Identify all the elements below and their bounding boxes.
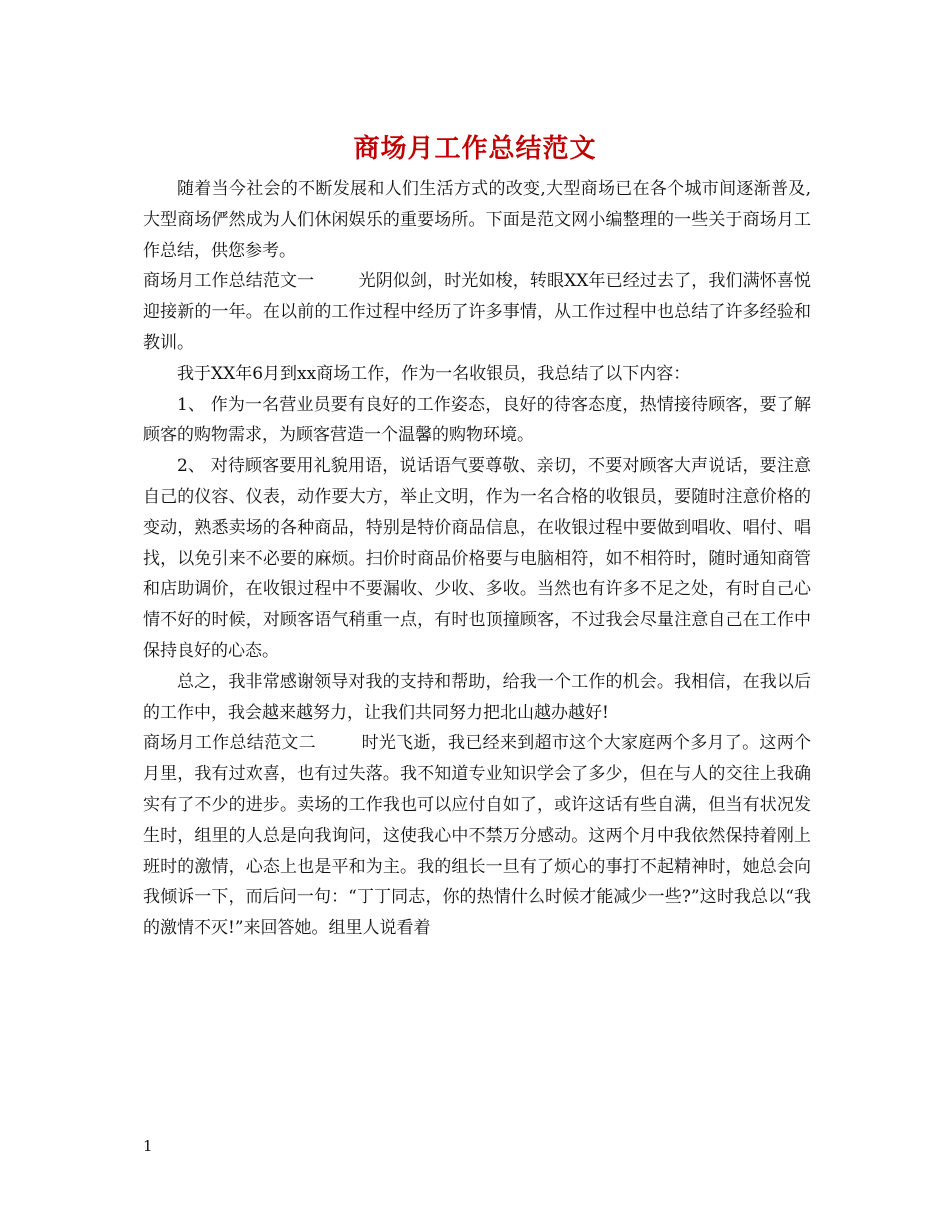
body-paragraph: 1、 作为一名营业员要有良好的工作姿态，良好的待客态度，热情接待顾客，要了解顾客的购物需求，为顾客营造一个温馨的购物环境。 [143, 394, 811, 446]
heading-gap [316, 733, 362, 753]
heading-gap [314, 271, 358, 291]
body-paragraph: 2、 对待顾客要用礼貌用语，说话语气要尊敬、亲切，不要对顾客大声说话，要注意自己的仪容、仪表，动作要大方，举止文明，作为一名合格的收银员，要随时注意价格的变动，熟悉卖场的各种商品，特别是特价商品信息，在收银过程中要做到唱收、唱付、唱找，以免引来不必要的麻烦。扫价时商品价格要与电脑相符，如不相符时，随时通知商管和店助调价，在收银过程中不要漏收、少收、多收。当然也有许多不足之处，有时自己心情不好的时候，对顾客语气稍重一点，有时也顶撞顾客，不过我会尽量注意自己在工作中保持良好的心态。 [143, 456, 811, 661]
document-title: 商场月工作总结范文 [353, 134, 597, 164]
body-paragraph: 我于XX年6月到xx商场工作，作为一名收银员，我总结了以下内容： [177, 363, 691, 384]
section-heading: 商场月工作总结范文二 [143, 733, 316, 754]
section-text: 时光飞逝，我已经来到超市这个大家庭两个多月了。这两个月里，我有过欢喜，也有过失落。我不知道专业知识学会了多少，但在与人的交往上我确实有了不少的进步。卖场的工作我也可以应付自如了，或许这话有些自满，但当有状况发生时，组里的人总是向我询问，这使我心中不禁万分感动。这两个月中我依然保持着刚上班时的激情，心态上也是平和为主。我的组长一旦有了烦心的事打不起精神时，她总会向我倾诉一下，而后问一句：“丁丁同志，你的热情什么时候才能减少一些?”这时我总以“我的激情不灭!”来回答她。组里人说看着 [143, 733, 811, 939]
body-paragraph: 随着当今社会的不断发展和人们生活方式的改变,大型商场已在各个城市间逐渐普及,大型商场俨然成为人们休闲娱乐的重要场所。下面是范文网小编整理的一些关于商场月工作总结，供您参考。 [143, 179, 811, 261]
document-body [143, 174, 811, 944]
page-number: 1 [143, 1137, 153, 1155]
section-text: 光阴似剑，时光如梭，转眼XX年已经过去了，我们满怀喜悦迎接新的一年。在以前的工作过程中经历了许多事情，从工作过程中也总结了许多经验和教训。 [143, 271, 811, 353]
section-paragraph [143, 266, 811, 358]
section-heading: 商场月工作总结范文一 [143, 271, 315, 292]
section-paragraph [143, 728, 811, 944]
body-paragraph: 总之，我非常感谢领导对我的支持和帮助，给我一个工作的机会。我相信，在我以后的工作中，我会越来越努力，让我们共同努力把北山越办越好! [143, 671, 811, 723]
